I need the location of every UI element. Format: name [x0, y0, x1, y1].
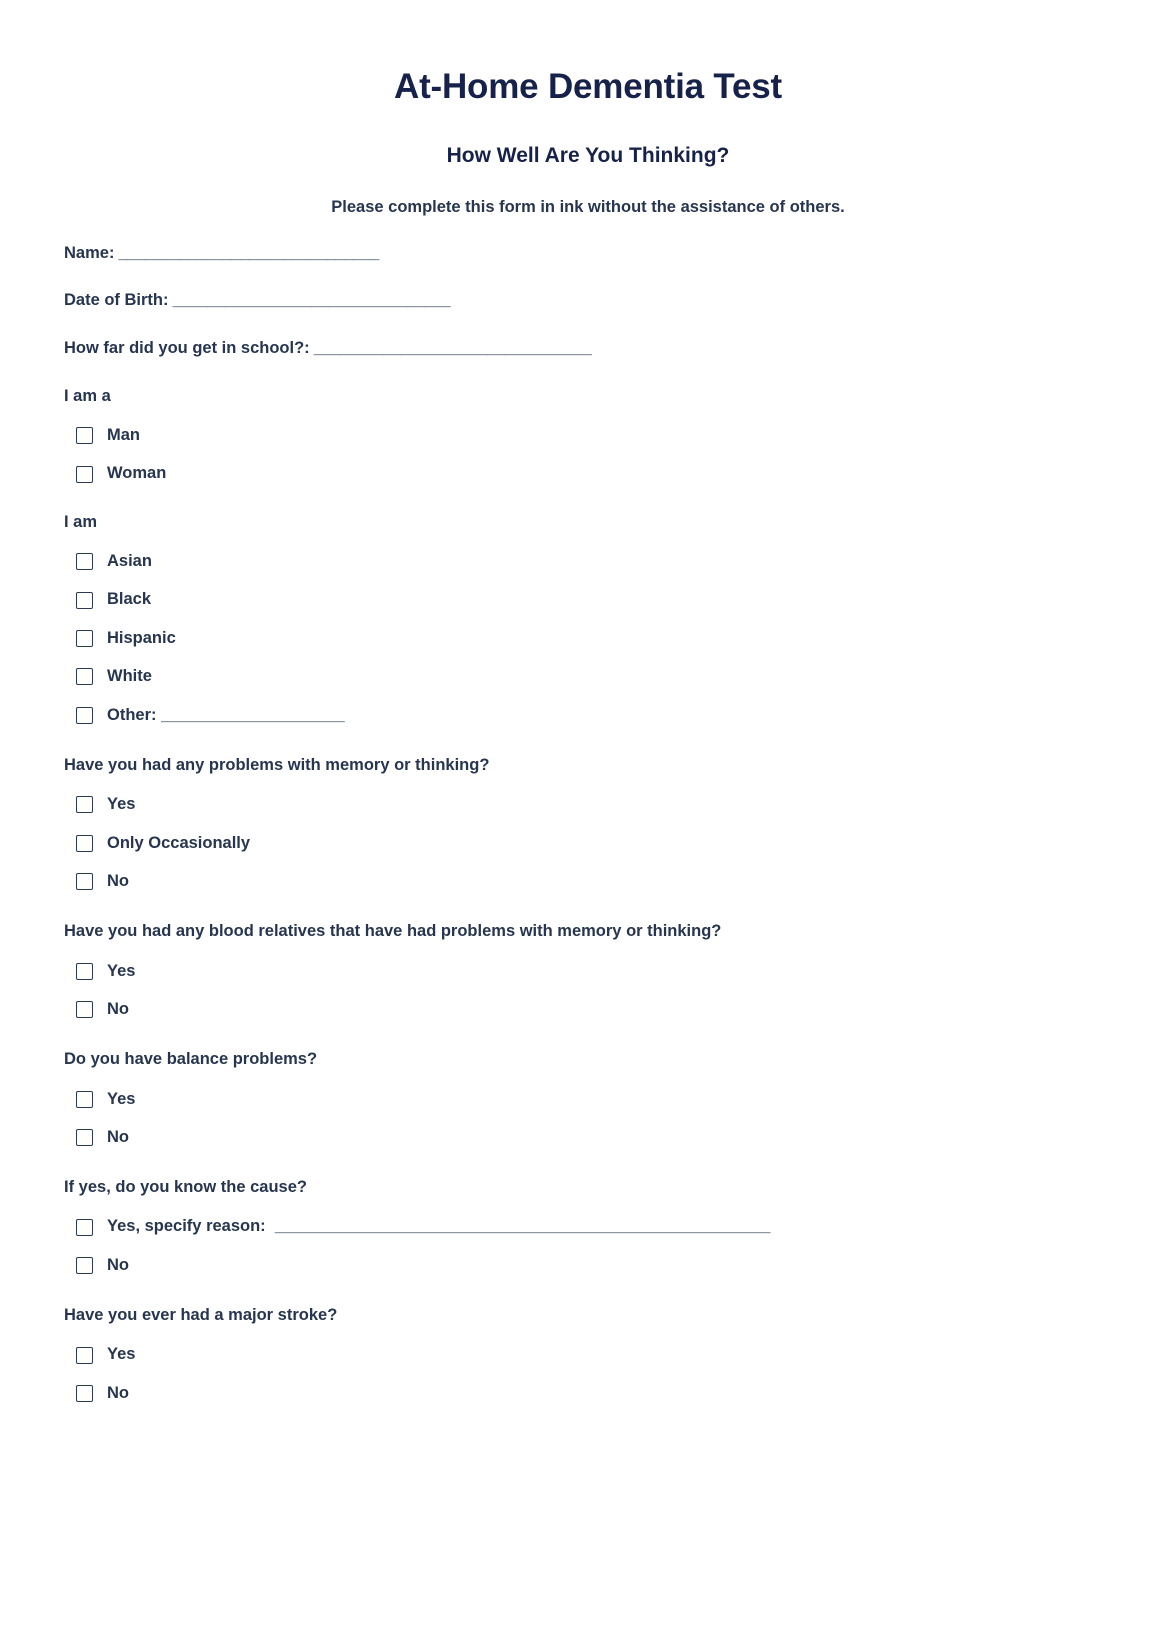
option-cause-yes-label[interactable]: Yes, specify reason: ______________________________________________________ [107, 1217, 771, 1236]
field-name [64, 242, 1112, 264]
option-stroke-no[interactable] [64, 1383, 1112, 1404]
option-cause-yes[interactable] [64, 1216, 1112, 1237]
option-black-label: Black [107, 590, 152, 609]
section-memory-problems [64, 754, 1112, 892]
section-balance-problems [64, 1048, 1112, 1148]
option-hispanic-label: Hispanic [107, 628, 176, 647]
option-memory-occasionally-label: Only Occasionally [107, 833, 251, 852]
question-balance-problems: Do you have balance problems? [64, 1050, 318, 1069]
option-black[interactable] [64, 589, 1112, 610]
section-stroke [64, 1304, 1112, 1404]
checkbox-icon[interactable] [76, 630, 93, 647]
checkbox-icon[interactable] [76, 1347, 93, 1364]
option-balance-yes[interactable] [64, 1089, 1112, 1110]
field-education-input[interactable]: ________________________________ [309, 338, 592, 357]
option-family-yes-label: Yes [107, 961, 136, 980]
field-education [64, 337, 1112, 359]
section-gender-label: I am a [64, 386, 111, 405]
option-woman-label: Woman [107, 464, 167, 483]
option-stroke-yes[interactable] [64, 1344, 1112, 1365]
checkbox-icon[interactable] [76, 796, 93, 813]
option-hispanic[interactable] [64, 628, 1112, 649]
option-memory-yes[interactable] [64, 794, 1112, 815]
option-family-yes[interactable] [64, 961, 1112, 982]
option-man-label: Man [107, 425, 140, 444]
checkbox-icon[interactable] [76, 553, 93, 570]
section-gender [64, 385, 1112, 485]
identity-fields [64, 242, 1112, 359]
field-date-of-birth-label: Date of Birth: [64, 291, 169, 310]
checkbox-icon[interactable] [76, 835, 93, 852]
checkbox-icon[interactable] [76, 427, 93, 444]
field-name-label: Name: [64, 244, 115, 262]
option-stroke-yes-label: Yes [107, 1345, 136, 1364]
checkbox-icon[interactable] [76, 1257, 93, 1274]
checkbox-icon[interactable] [76, 592, 93, 609]
option-cause-no[interactable] [64, 1255, 1112, 1276]
option-white[interactable] [64, 666, 1112, 687]
option-man[interactable] [64, 425, 1112, 446]
field-date-of-birth [64, 289, 1112, 311]
checkbox-icon[interactable] [76, 1091, 93, 1108]
checkbox-icon[interactable] [76, 1219, 93, 1236]
option-asian-label: Asian [107, 551, 152, 570]
field-education-label: How far did you get in school?: [64, 338, 310, 357]
question-stroke: Have you ever had a major stroke? [64, 1306, 338, 1325]
option-other[interactable] [64, 705, 1112, 726]
form-instruction: Please complete this form in ink without the assistance of others. [331, 198, 845, 216]
option-family-no[interactable] [64, 999, 1112, 1020]
checkbox-icon[interactable] [76, 668, 93, 685]
section-family-history [64, 920, 1112, 1020]
checkbox-icon[interactable] [76, 707, 93, 724]
option-memory-no[interactable] [64, 871, 1112, 892]
question-family-history: Have you had any blood relatives that have had problems with memory or thinking? [64, 922, 722, 941]
option-woman[interactable] [64, 463, 1112, 484]
checkbox-icon[interactable] [76, 466, 93, 483]
option-family-no-label: No [107, 999, 129, 1018]
section-ethnicity [64, 511, 1112, 726]
option-white-label: White [107, 667, 152, 686]
page-title: At-Home Dementia Test [394, 67, 782, 106]
option-asian[interactable] [64, 551, 1112, 572]
option-cause-no-label: No [107, 1255, 129, 1274]
checkbox-icon[interactable] [76, 1385, 93, 1402]
option-memory-yes-label: Yes [107, 795, 136, 814]
section-ethnicity-label: I am [64, 512, 98, 531]
option-balance-no-label: No [107, 1127, 129, 1146]
question-memory-problems: Have you had any problems with memory or thinking? [64, 756, 490, 775]
checkbox-icon[interactable] [76, 963, 93, 980]
checkbox-icon[interactable] [76, 873, 93, 890]
option-stroke-no-label: No [107, 1383, 129, 1402]
option-memory-occasionally[interactable] [64, 833, 1112, 854]
question-balance-cause: If yes, do you know the cause? [64, 1178, 307, 1197]
option-other-label[interactable]: Other: ____________________ [107, 705, 345, 724]
option-balance-no[interactable] [64, 1127, 1112, 1148]
option-memory-no-label: No [107, 872, 129, 891]
checkbox-icon[interactable] [76, 1001, 93, 1018]
option-balance-yes-label: Yes [107, 1089, 136, 1108]
field-name-input[interactable]: ______________________________ [114, 244, 379, 262]
page-subtitle: How Well Are You Thinking? [446, 144, 730, 167]
field-date-of-birth-input[interactable]: ________________________________ [168, 291, 451, 310]
checkbox-icon[interactable] [76, 1129, 93, 1146]
section-balance-cause [64, 1176, 1112, 1276]
